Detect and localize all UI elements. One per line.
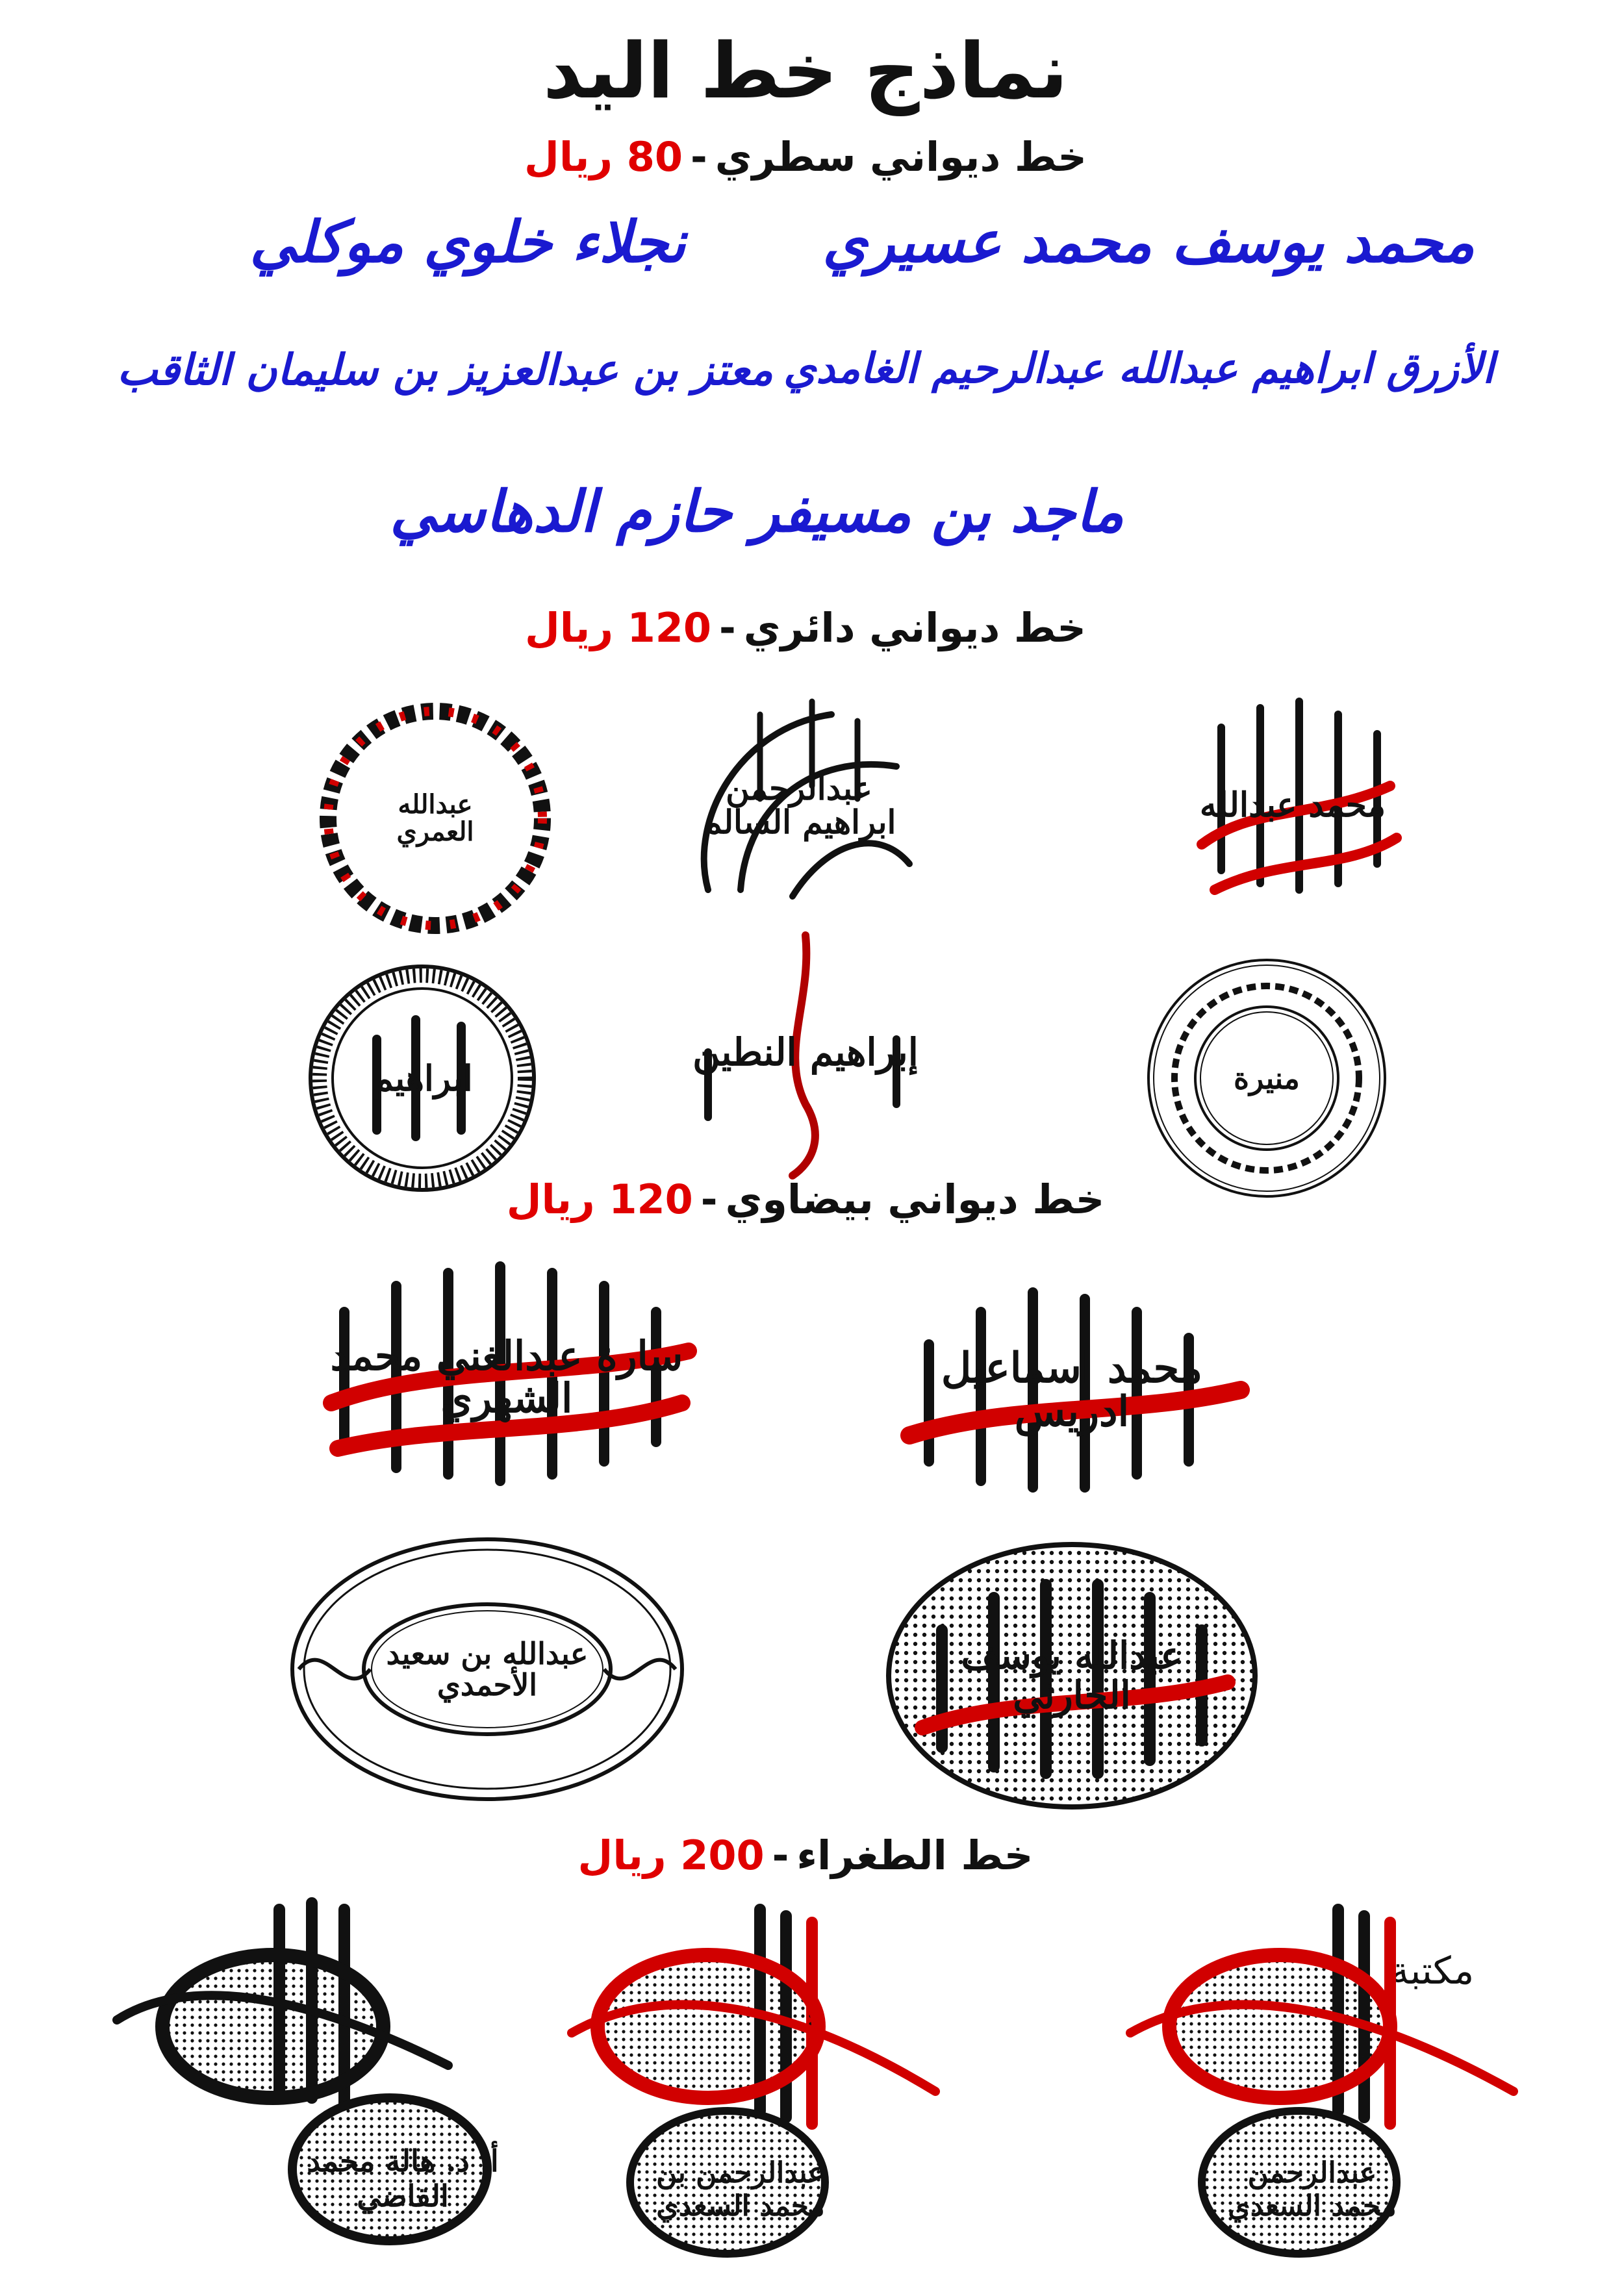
section-price: 80 ريال	[524, 133, 683, 181]
section-price: 120 ريال	[524, 604, 712, 651]
tughra-red-black-icon	[1117, 1903, 1533, 2280]
section-heading-tughra	[0, 1832, 1611, 1879]
section-separator: -	[772, 1832, 789, 1879]
tughra-red-black-icon	[565, 1903, 955, 2280]
tughra-black-icon	[110, 1897, 526, 2273]
section-label: خط ديواني سطري	[715, 133, 1087, 181]
section-separator: -	[700, 1176, 718, 1223]
satri-sample-5: ماجد بن مسيفر حازم الدهاسي	[390, 477, 1124, 545]
section-price: 200 ريال	[577, 1832, 765, 1879]
satri-sample-4: معتز بن عبدالعزيز بن سليمان الثاقب	[117, 344, 773, 395]
daeri-sample-5-text: إبراهيم النطين	[692, 1029, 919, 1074]
tughra-sample-1-text: أ. د. هالة محمد القاضي	[307, 2143, 499, 2214]
freeform-calligraphy-icon	[682, 922, 929, 1182]
section-heading-baydawi	[0, 1176, 1611, 1223]
dotted-oval-seal-icon	[883, 1539, 1260, 1812]
tughra-sample-2-text: عبدالرحمن بن محمد السعدي	[656, 2156, 825, 2223]
section-heading-daeri	[0, 604, 1611, 651]
section-label: خط ديواني بيضاوي	[725, 1176, 1105, 1223]
round-calligraphy-icon	[663, 675, 935, 935]
page-title: نماذج خط اليد	[543, 26, 1068, 116]
satri-sample-2: نجلاء خلوي موكلي	[249, 208, 686, 275]
ring-calligraphy-icon	[312, 695, 559, 942]
baydawi-sample-4-text: عبدالله يوسف الحارثي	[961, 1634, 1183, 1717]
oval-calligraphy-icon	[305, 1234, 708, 1520]
ornate-circle-seal-icon	[305, 961, 539, 1195]
ornate-oval-frame-icon	[286, 1533, 689, 1806]
daeri-sample-1-text: عبدالله العمري	[396, 789, 474, 847]
baydawi-sample-1-text: سارة عبدالغني محمد الشهري	[330, 1331, 683, 1422]
section-separator: -	[719, 604, 736, 651]
daeri-sample-6-text: منيرة	[1234, 1060, 1300, 1096]
daeri-sample-4-text: ابراهيم	[372, 1057, 473, 1099]
daeri-sample-3-text: محمد عبدالله	[1199, 785, 1386, 825]
brand-signature: مكتبة	[1390, 1949, 1475, 1993]
satri-sample-3: الأزرق ابراهيم عبدالله عبدالرحيم الغامدي	[783, 344, 1494, 393]
section-heading-satri	[0, 133, 1611, 181]
section-separator: -	[690, 133, 707, 181]
satri-sample-1: محمد يوسف محمد عسيري	[822, 208, 1475, 275]
baydawi-sample-2-text: محمد اسماعيل ادريس	[941, 1343, 1203, 1436]
double-ring-seal-icon	[1143, 955, 1390, 1202]
section-price: 120 ريال	[506, 1176, 693, 1223]
daeri-sample-2-text: عبدالرحمن ابراهيم السالم	[702, 768, 896, 841]
baydawi-sample-3-text: عبدالله بن سعيد الأحمدي	[386, 1635, 589, 1702]
section-label: خط ديواني دائري	[743, 604, 1086, 651]
section-label: خط الطغراء	[796, 1832, 1034, 1879]
oval-calligraphy-icon	[883, 1254, 1260, 1526]
tughra-sample-3-text: عبدالرحمن محمد السعدي	[1228, 2156, 1397, 2223]
round-calligraphy-icon	[1163, 675, 1423, 935]
